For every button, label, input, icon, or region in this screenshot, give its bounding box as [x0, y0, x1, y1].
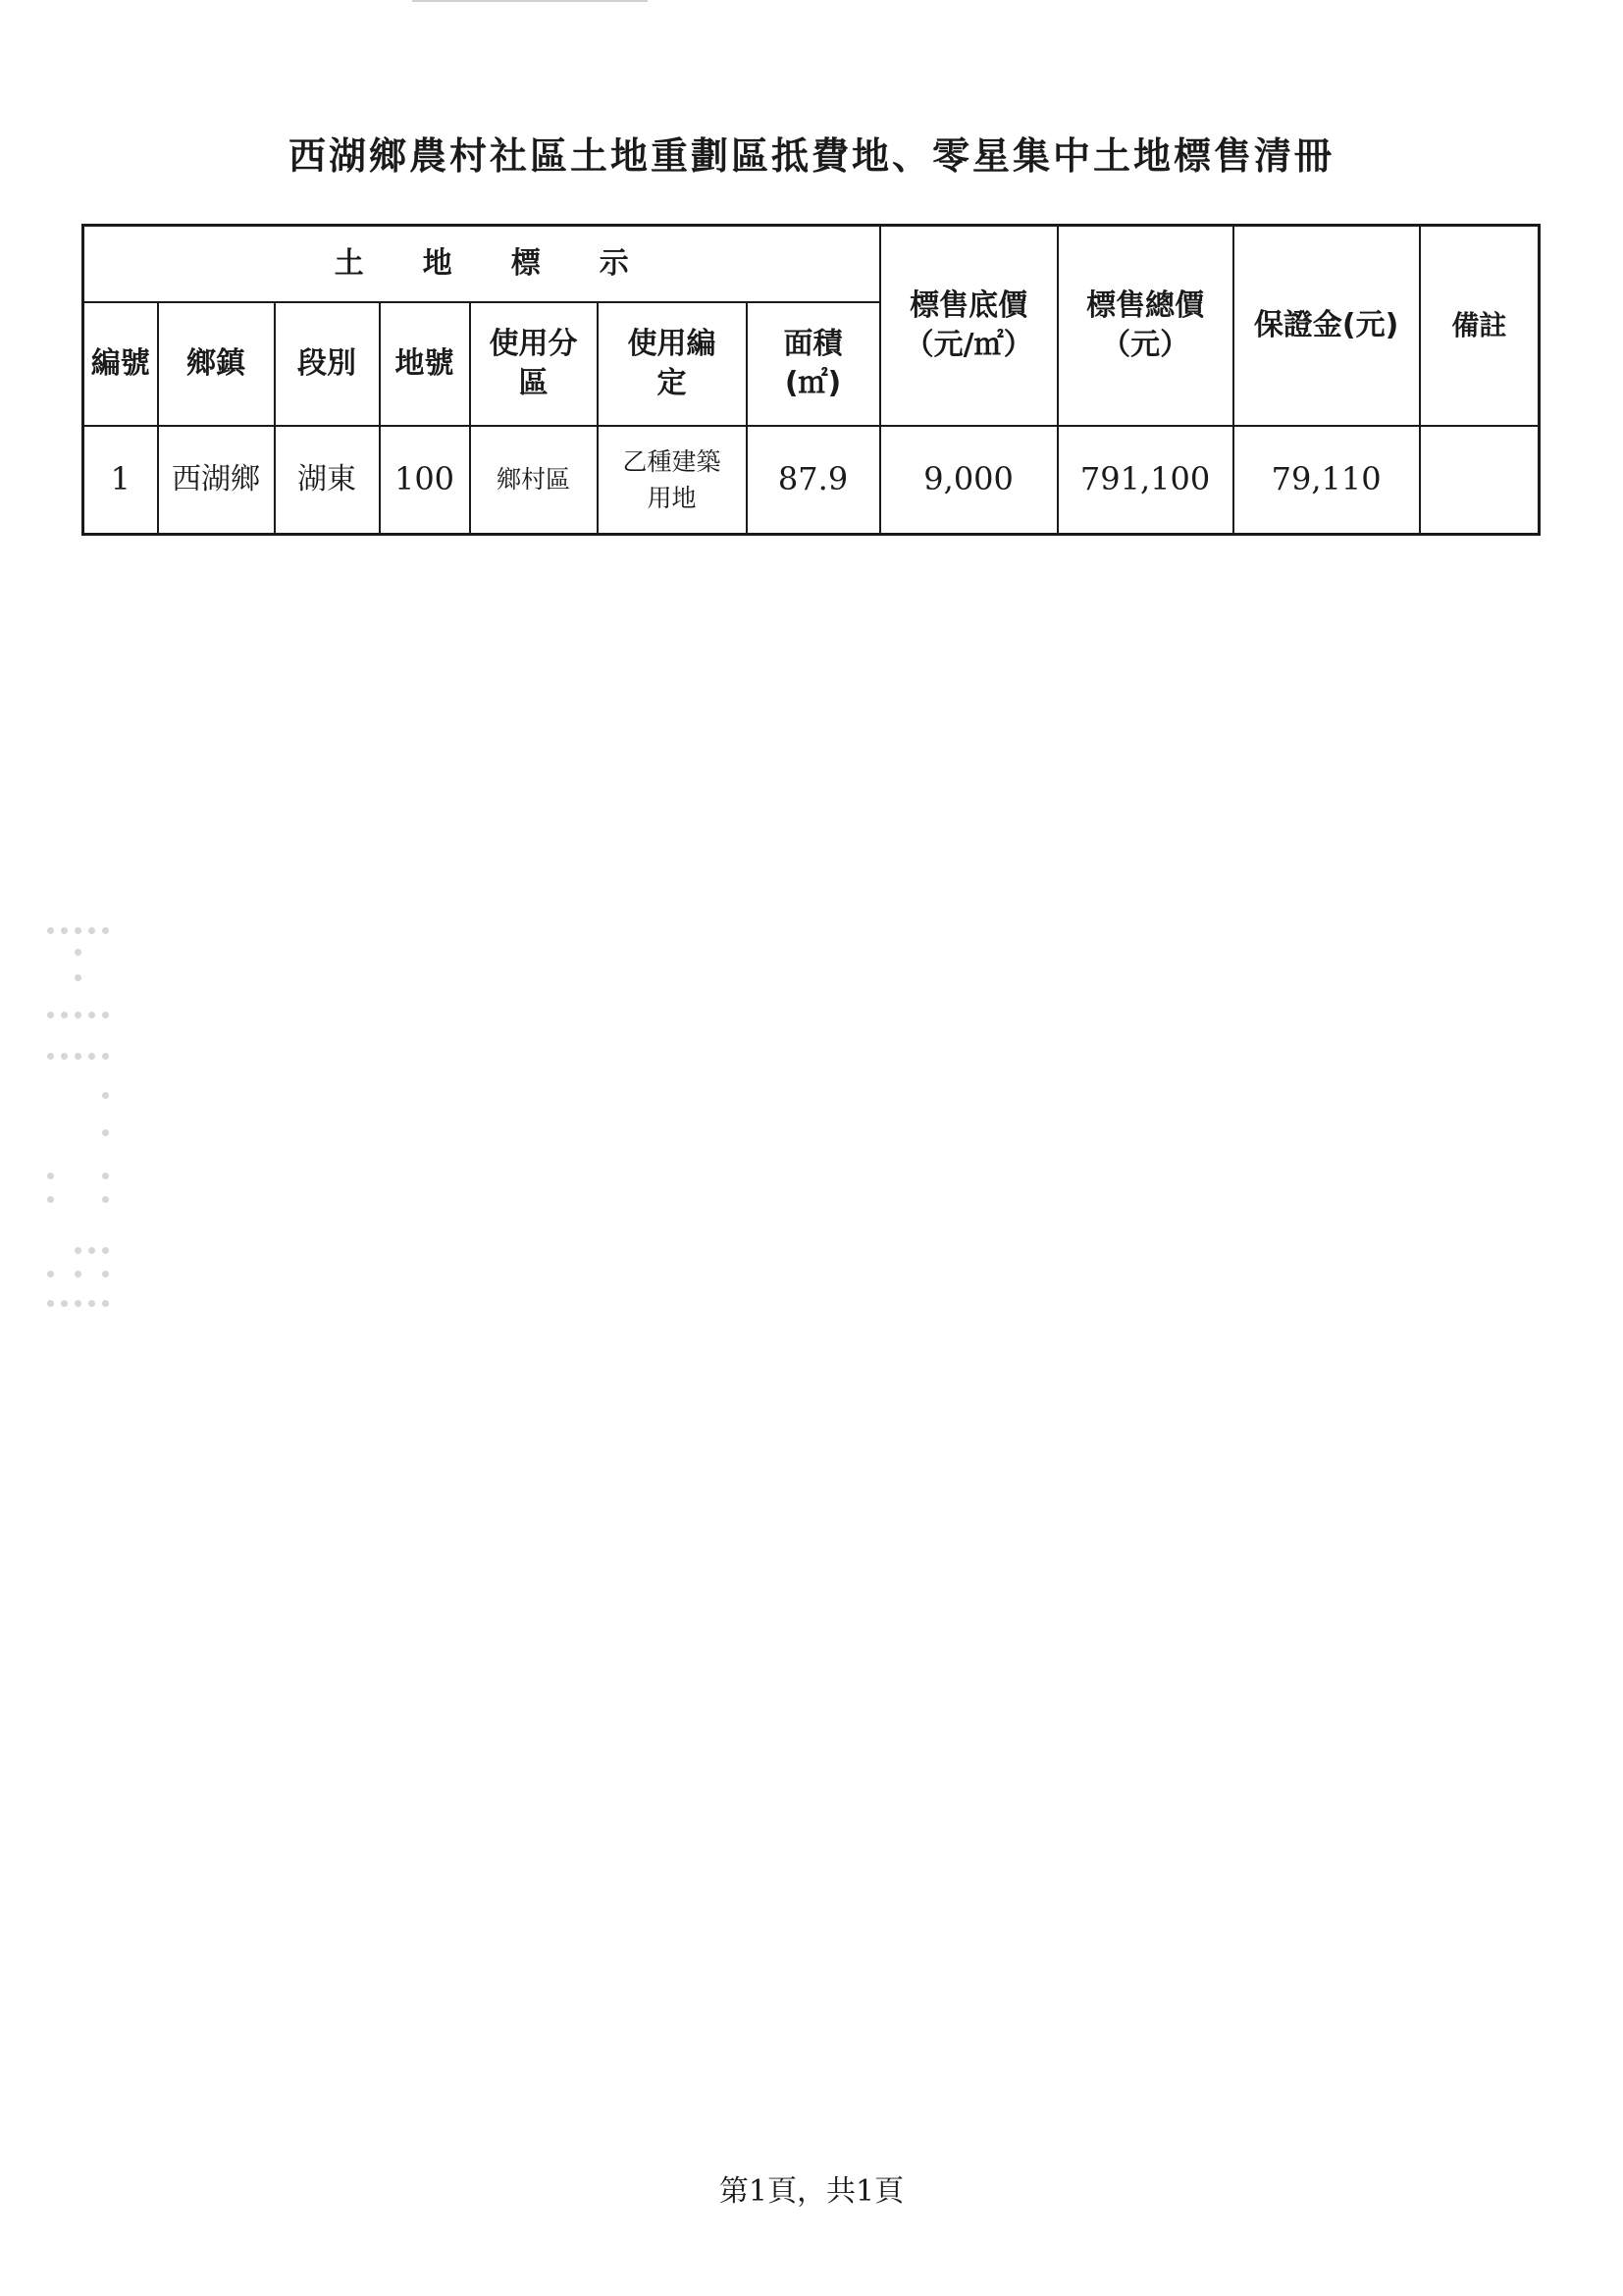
row-base-price: 9,000 [880, 426, 1058, 535]
binder-hole-dot [47, 1173, 54, 1179]
binder-hole-dot [75, 974, 81, 981]
section-header: 段別 [275, 302, 380, 426]
binder-hole-dot [88, 1247, 95, 1254]
binder-hole-dot [61, 1300, 68, 1307]
page-number-footer: 第1頁，共1頁 [718, 2174, 905, 2209]
binder-hole-dot [102, 1092, 109, 1099]
binder-holes [47, 927, 145, 1320]
binder-hole-dot [102, 927, 109, 934]
row-zoning: 鄉村區 [470, 426, 598, 535]
binder-hole-dot [47, 1012, 54, 1018]
binder-hole-dot [75, 1300, 81, 1307]
binder-hole-dot [102, 1271, 109, 1278]
row-lot-number: 100 [380, 426, 470, 535]
zoning-header: 使用分 區 [470, 302, 598, 426]
binder-hole-dot [88, 927, 95, 934]
land-description-group-header: 土地標示 [83, 226, 880, 303]
binder-hole-dot [47, 1196, 54, 1203]
row-remarks [1420, 426, 1540, 535]
land-listing-table [81, 224, 1541, 536]
binder-hole-dot [88, 1300, 95, 1307]
binder-hole-dot [61, 1053, 68, 1060]
area-header: 面積 (㎡) [747, 302, 880, 426]
total-price-header: 標售總價 （元） [1058, 226, 1233, 427]
row-section: 湖東 [275, 426, 380, 535]
row-number: 1 [83, 426, 158, 535]
row-area: 87.9 [747, 426, 880, 535]
table-row [83, 426, 1540, 535]
base-price-header: 標售底價 （元/㎡） [880, 226, 1058, 427]
binder-hole-dot [102, 1129, 109, 1136]
binder-hole-dot [61, 1012, 68, 1018]
binder-hole-dot [47, 1300, 54, 1307]
binder-hole-dot [102, 1012, 109, 1018]
binder-hole-dot [102, 1196, 109, 1203]
binder-hole-dot [102, 1247, 109, 1254]
binder-hole-dot [47, 1271, 54, 1278]
row-deposit: 79,110 [1233, 426, 1420, 535]
binder-hole-dot [88, 1053, 95, 1060]
remarks-header: 備註 [1420, 226, 1540, 427]
binder-hole-dot [47, 927, 54, 934]
binder-hole-dot [61, 927, 68, 934]
number-header: 編號 [83, 302, 158, 426]
binder-hole-dot [102, 1300, 109, 1307]
row-township: 西湖鄉 [158, 426, 275, 535]
binder-hole-dot [75, 1012, 81, 1018]
binder-hole-dot [75, 1247, 81, 1254]
page-title: 西湖鄉農村社區土地重劃區抵費地、零星集中土地標售清冊 [288, 134, 1335, 178]
lot-number-header: 地號 [380, 302, 470, 426]
binder-hole-dot [75, 927, 81, 934]
binder-hole-dot [75, 949, 81, 956]
binder-hole-dot [75, 1271, 81, 1278]
binder-hole-dot [88, 1012, 95, 1018]
deposit-header: 保證金(元) [1233, 226, 1420, 427]
land-use-header: 使用編 定 [598, 302, 747, 426]
binder-hole-dot [47, 1053, 54, 1060]
row-total-price: 791,100 [1058, 426, 1233, 535]
township-header: 鄉鎮 [158, 302, 275, 426]
binder-hole-dot [102, 1173, 109, 1179]
row-land-use: 乙種建築 用地 [598, 426, 747, 535]
scan-edge-mark [412, 0, 648, 2]
binder-hole-dot [102, 1053, 109, 1060]
binder-hole-dot [75, 1053, 81, 1060]
